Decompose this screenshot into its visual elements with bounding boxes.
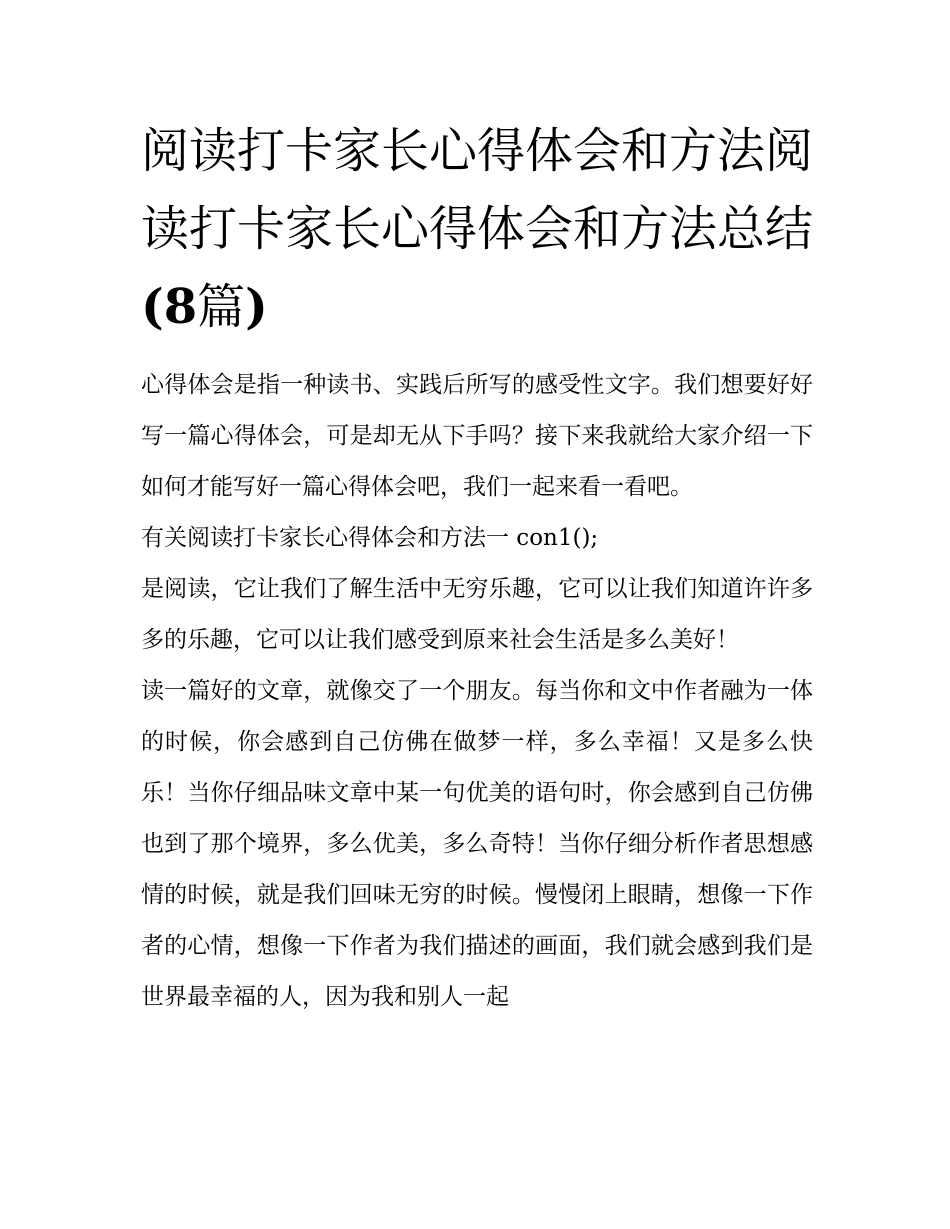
title-close: ) [245,279,268,335]
document-title [141,112,813,346]
title-main: 阅读打卡家长心得体会和方法阅读打卡家长心得体会和方法总结 [141,123,814,257]
body-paragraph: 是阅读，它让我们了解生活中无穷乐趣，它可以让我们知道许许多多的乐趣，它可以让我们感受到原来社会生活是多么美好！ [141,576,813,653]
document-body [141,112,813,1023]
title-unit: 篇 [197,279,246,335]
section-heading: 有关阅读打卡家长心得体会和方法一 con1(); [141,525,599,551]
body-paragraph: 读一篇好的文章，就像交了一个朋友。每当你和文中作者融为一体的时候，你会感到自己仿佛在做梦一样，多么幸福！又是多么快乐！当你仔细品味文章中某一句优美的语句时，你会感到自己仿佛也到了那个境界，多么优美，多么奇特！当你仔细分析作者思想感情的时候，就是我们回味无穷的时候。慢慢闭上眼睛，想像一下作者的心情，想像一下作者为我们描述的画面，我们就会感到我们是世界最幸福的人，因为我和别人一起 [141,678,813,1010]
title-count: (8 [141,279,198,335]
intro-paragraph: 心得体会是指一种读书、实践后所写的感受性文字。我们想要好好写一篇心得体会，可是却无从下手吗？接下来我就给大家介绍一下如何才能写好一篇心得体会吧，我们一起来看一看吧。 [141,372,813,500]
